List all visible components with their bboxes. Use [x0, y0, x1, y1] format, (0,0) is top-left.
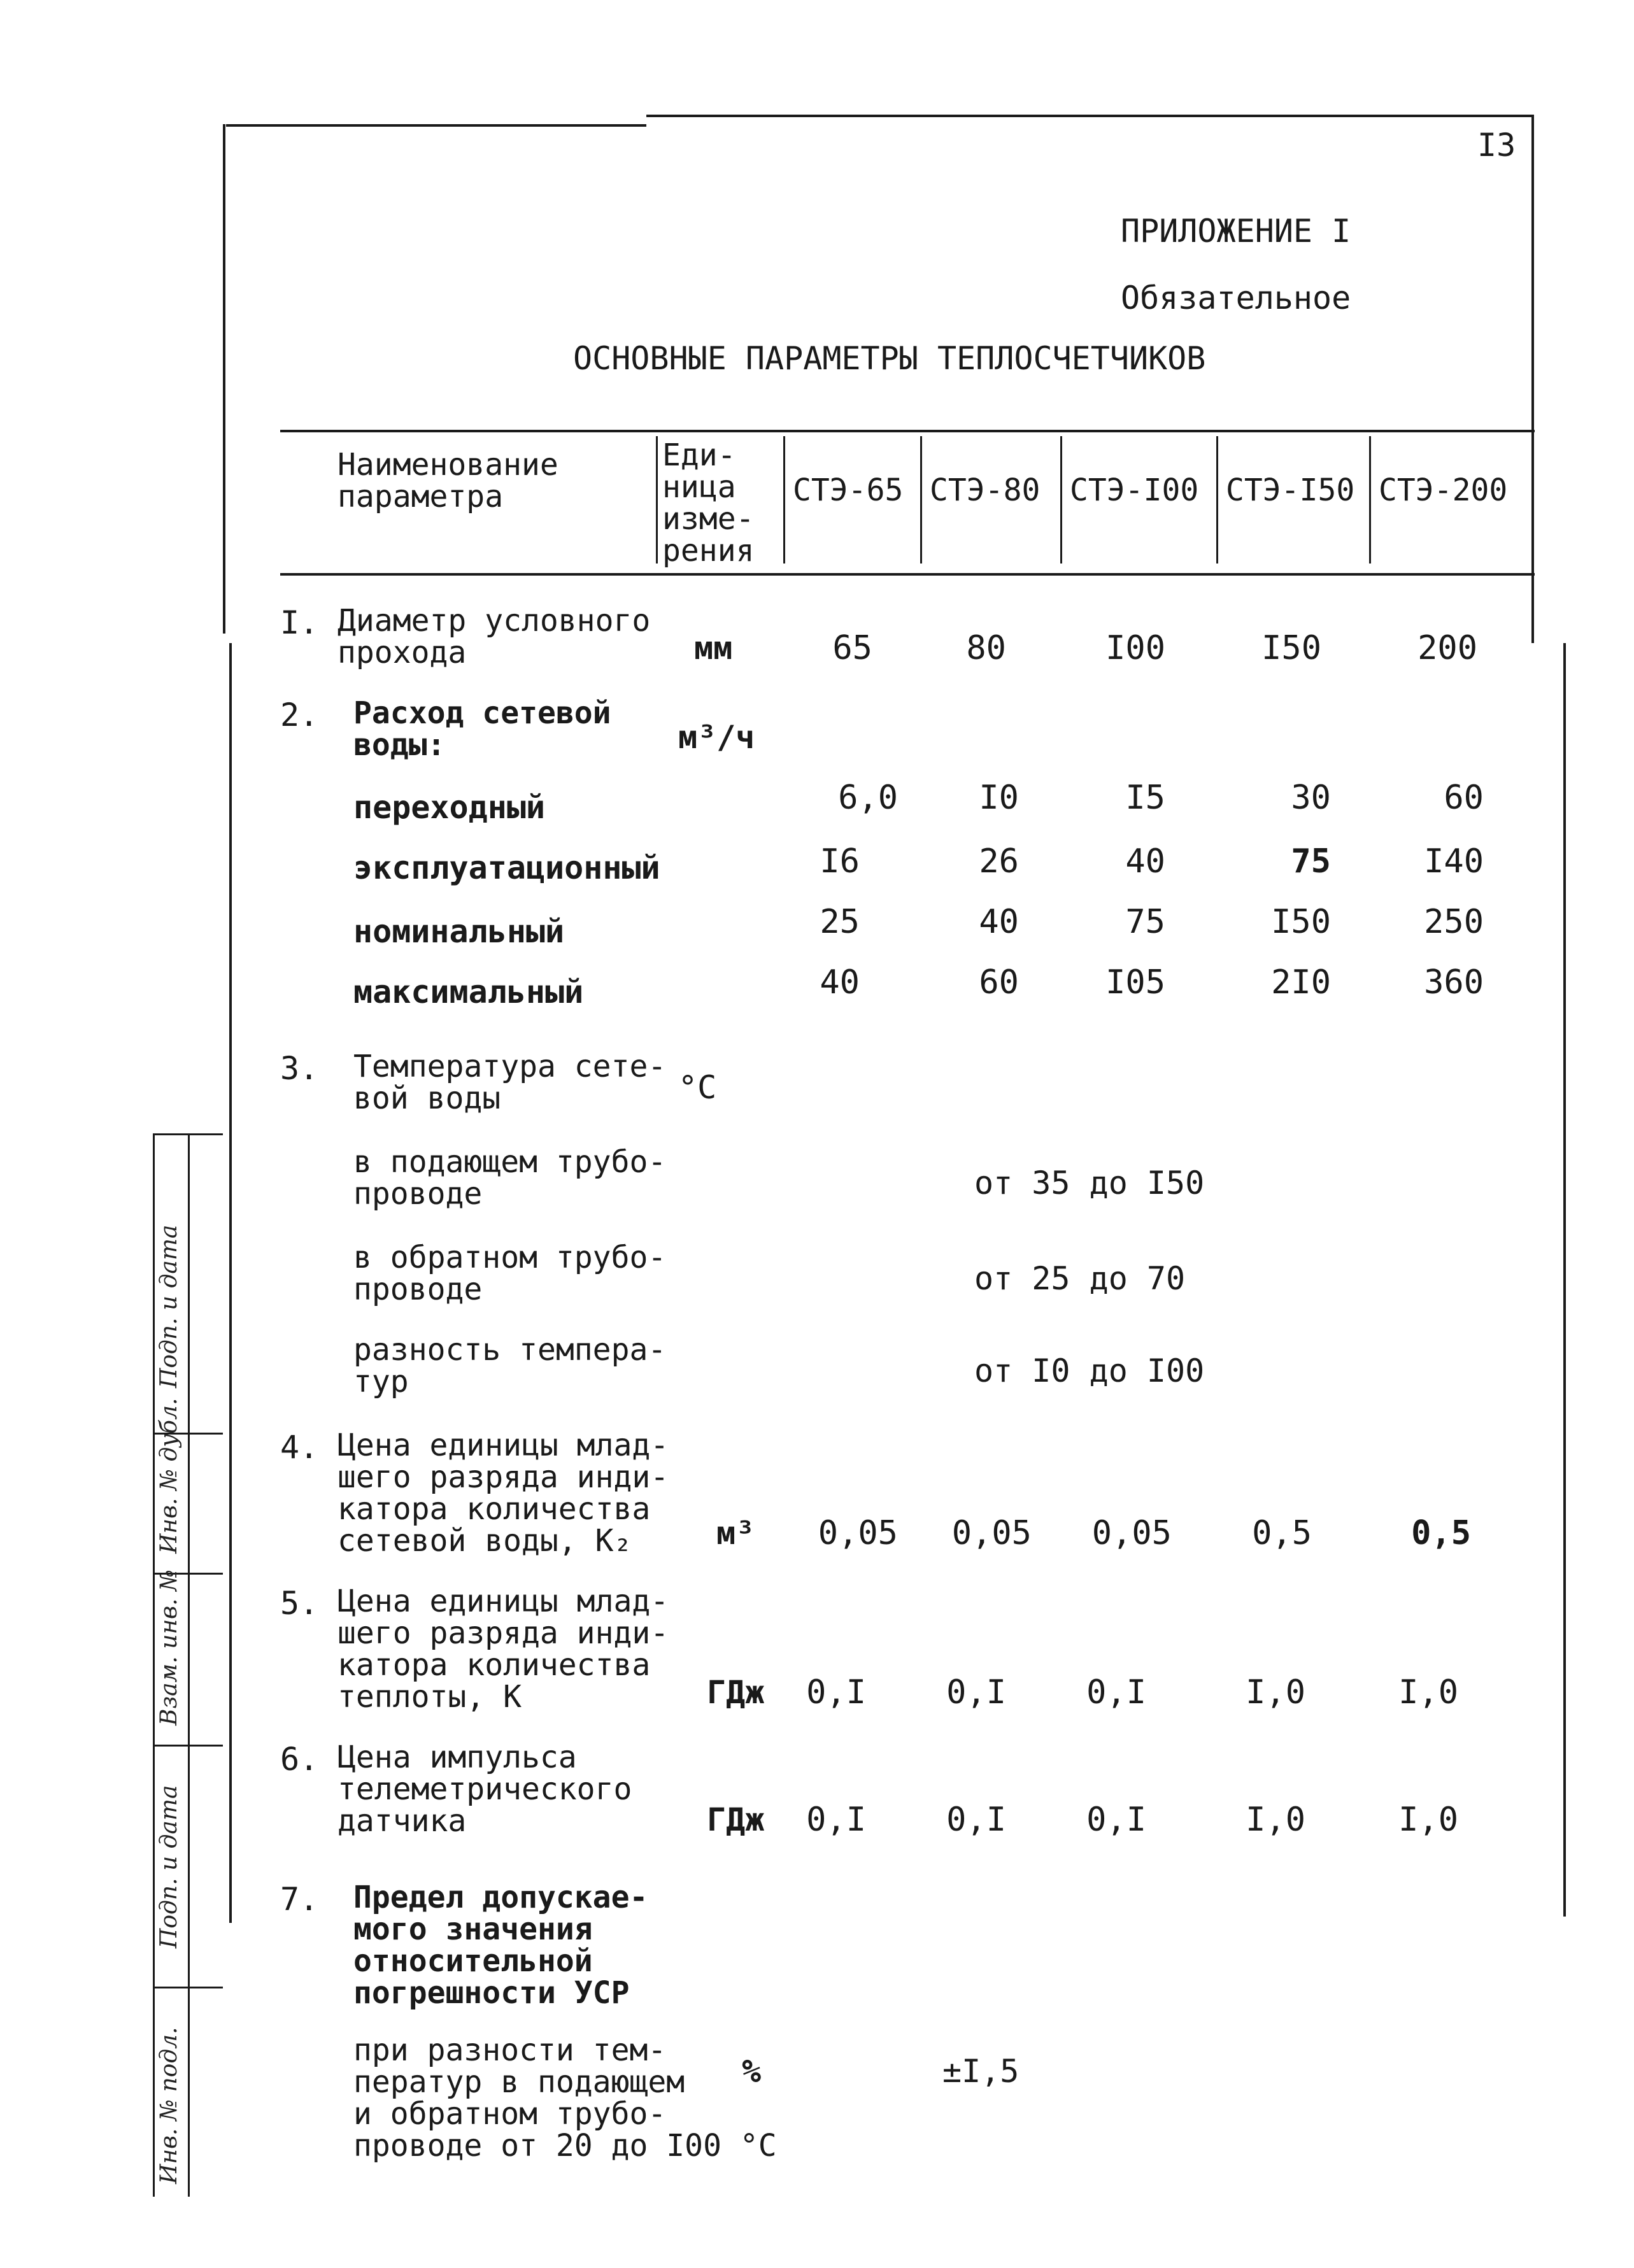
row-unit: ГДж — [707, 1674, 765, 1711]
value-cell: 0,05 — [951, 1514, 1032, 1552]
value-cell: 80 — [966, 629, 1006, 667]
value-cell: 60 — [1444, 779, 1484, 817]
row-label: Цена единицы млад- шего разряда инди- катора количества сетевой воды, K₂ — [337, 1428, 669, 1559]
span-value: от 25 до 70 — [974, 1260, 1186, 1297]
col-sep — [1060, 436, 1062, 563]
row-unit: ГДж — [707, 1801, 765, 1838]
stamp-rule — [153, 1133, 155, 2197]
row-unit: % — [742, 2053, 762, 2090]
value-cell: 0,I — [806, 1673, 866, 1712]
header-model: СТЭ-65 — [793, 472, 904, 508]
row-label: Цена импульса телеметрического датчика — [337, 1740, 632, 1839]
margin-stamp-label: Инв. № подл. — [156, 2027, 182, 2184]
row-number: I. — [280, 604, 319, 641]
header-model: СТЭ-I50 — [1226, 472, 1355, 508]
frame-right-upper — [1531, 115, 1534, 643]
row-label: при разности тем- ператур в подающем и обратном трубо- проводе от 20 до I00 °С — [353, 2032, 777, 2164]
row-unit: мм — [694, 630, 733, 667]
value-cell: I,0 — [1398, 1801, 1458, 1839]
row-label: в подающем трубо- проводе — [353, 1144, 667, 1212]
col-sep — [656, 436, 658, 563]
value-cell: 26 — [979, 842, 1019, 881]
span-value: от I0 до I00 — [974, 1352, 1205, 1389]
frame-left-upper — [223, 124, 225, 634]
header-model: СТЭ-I00 — [1070, 472, 1199, 508]
value-cell: I50 — [1261, 629, 1321, 667]
row-label: Цена единицы млад- шего разряда инди- катора количества теплоты, K — [337, 1584, 669, 1715]
row-label: Предел допускае- мого значения относительной погрешности УСР — [353, 1880, 648, 2011]
row-number: 7. — [280, 1881, 319, 1918]
col-sep — [920, 436, 922, 563]
row-label: максимальный — [353, 974, 584, 1010]
value-cell: 25 — [820, 903, 860, 941]
table-top-rule — [280, 430, 1535, 432]
value-cell: 6,0 — [838, 779, 898, 817]
document-title: ОСНОВНЫЕ ПАРАМЕТРЫ ТЕПЛОСЧЕТЧИКОВ — [573, 340, 1206, 377]
value-cell: 200 — [1417, 629, 1477, 667]
margin-stamp-label: Взам. инв. № — [156, 1569, 182, 1726]
frame-left-lower — [229, 643, 232, 1923]
value-cell: 360 — [1424, 963, 1484, 1002]
appendix-status: Обязательное — [1121, 280, 1351, 316]
stamp-rule — [188, 1133, 190, 2197]
value-cell: I5 — [1125, 779, 1165, 817]
value-cell: 0,I — [1086, 1801, 1146, 1839]
row-number: 3. — [280, 1050, 319, 1087]
value-cell: 0,5 — [1252, 1514, 1312, 1552]
row-label: Температура сете- вой воды — [353, 1049, 667, 1116]
value-cell: 0,05 — [1091, 1514, 1172, 1552]
value-cell: I,0 — [1246, 1673, 1305, 1712]
value-cell: 40 — [1125, 842, 1165, 881]
value-cell: 0,5 — [1411, 1514, 1471, 1552]
appendix-title: ПРИЛОЖЕНИЕ I — [1121, 213, 1351, 250]
span-value: от 35 до I50 — [974, 1165, 1205, 1201]
value-cell: I,0 — [1246, 1801, 1305, 1839]
value-cell: I6 — [820, 842, 860, 881]
value-cell: I,0 — [1398, 1673, 1458, 1712]
value-cell: 75 — [1125, 903, 1165, 941]
header-model: СТЭ-200 — [1379, 472, 1508, 508]
row-label: номинальный — [353, 913, 565, 950]
row-number: 4. — [280, 1429, 319, 1466]
margin-stamp-label: Инв. № дубл. — [156, 1398, 182, 1554]
header-unit: Еди- ница изме- рения — [662, 437, 755, 569]
row-label: в обратном трубо- проводе — [353, 1240, 667, 1307]
row-unit: °С — [678, 1069, 717, 1106]
row-label: переходный — [353, 789, 546, 826]
row-label: Диаметр условного прохода — [337, 603, 651, 670]
col-sep — [783, 436, 785, 563]
table-header-rule — [280, 573, 1535, 576]
value-cell: 0,I — [946, 1801, 1006, 1839]
value-cell: 65 — [832, 629, 872, 667]
value-cell: I00 — [1105, 629, 1165, 667]
value-cell: I0 — [979, 779, 1019, 817]
row-number: 6. — [280, 1741, 319, 1778]
value-cell: 40 — [979, 903, 1019, 941]
value-cell: 0,05 — [818, 1514, 898, 1552]
row-number: 2. — [280, 697, 319, 734]
margin-stamp-label: Подп. и дата — [156, 1785, 182, 1948]
row-unit: м³/ч — [678, 719, 755, 756]
row-unit: м³ — [716, 1515, 755, 1552]
col-sep — [1369, 436, 1371, 563]
value-cell: 60 — [979, 963, 1019, 1002]
frame-top-right — [646, 115, 1531, 117]
header-name: Наименование параметра — [337, 447, 558, 514]
value-cell: 75 — [1291, 842, 1331, 881]
value-cell: 0,I — [1086, 1673, 1146, 1712]
value-cell: 0,I — [946, 1673, 1006, 1712]
value-cell: I40 — [1424, 842, 1484, 881]
row-label: разность темпера- тур — [353, 1332, 667, 1400]
row-number: 5. — [280, 1585, 319, 1622]
page-number: I3 — [1477, 127, 1516, 164]
frame-right-lower — [1563, 643, 1566, 1917]
value-cell: 2I0 — [1271, 963, 1331, 1002]
value-cell: 40 — [820, 963, 860, 1002]
margin-stamp-label: Подп. и дата — [156, 1224, 182, 1388]
row-label: Расход сетевой воды: — [353, 695, 611, 763]
value-cell: I05 — [1105, 963, 1165, 1002]
header-model: СТЭ-80 — [930, 472, 1041, 508]
row-label: эксплуатационный — [353, 849, 660, 886]
value-cell: I50 — [1271, 903, 1331, 941]
col-sep — [1216, 436, 1218, 563]
frame-top-left — [226, 124, 646, 127]
value-cell: 0,I — [806, 1801, 866, 1839]
value-cell: 30 — [1291, 779, 1331, 817]
value-cell: 250 — [1424, 903, 1484, 941]
span-value: ±I,5 — [942, 2053, 1019, 2090]
